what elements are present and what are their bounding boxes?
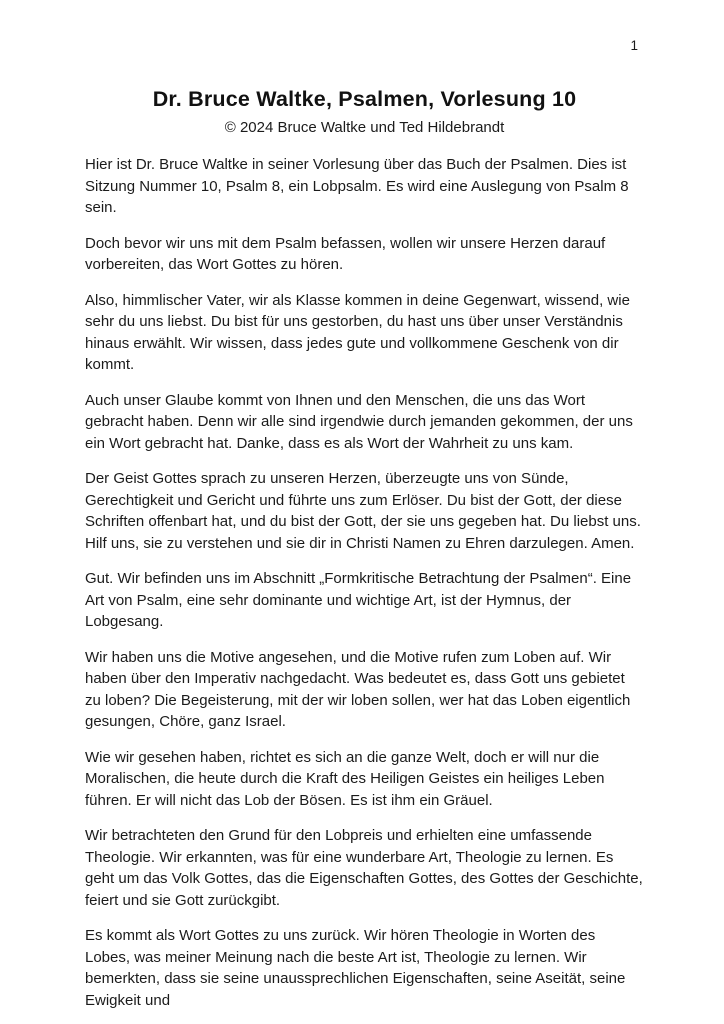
paragraph-prayer-1: Also, himmlischer Vater, wir als Klasse kommen in deine Gegenwart, wissend, wie sehr du uns liebst. Du bist für uns gestorben, du hast uns über unser Verständnis hinaus erwählt. Wir wissen, dass jedes gute und vollkommene Geschenk von dir kommt. [85,291,630,373]
paragraph-intro: Hier ist Dr. Bruce Waltke in seiner Vorlesung über das Buch der Psalmen. Dies ist Sitzung Nummer 10, Psalm 8, ein Lobpsalm. Es wird eine Auslegung von Psalm 8 sein. [85,156,629,216]
paragraph-motive: Wir haben uns die Motive angesehen, und die Motive rufen zum Loben auf. Wir haben über den Imperativ nachgedacht. Was bedeutet es, dass Gott uns gebietet zu loben? Die Begeisterung, mit der wir loben sollen, wer hat das Loben eigentlich gesungen, Chöre, ganz Israel. [85,648,631,730]
page-number: 1 [630,38,638,53]
copyright-line: © 2024 Bruce Waltke und Ted Hildebrandt [224,119,505,136]
document-body [85,154,644,1011]
paragraph-prayer-2: Auch unser Glaube kommt von Ihnen und den Menschen, die uns das Wort gebracht haben. Denn wir alle sind irgendwie durch jemanden gekommen, der uns ein Wort gebracht hat. Danke, dass es als Wort der Wahrheit zu uns kam. [85,391,633,452]
paragraph-section: Gut. Wir befinden uns im Abschnitt „Formkritische Betrachtung der Psalmen“. Eine Art von Psalm, eine sehr dominante und wichtige Art, ist der Hymnus, der Lobgesang. [85,570,632,630]
paragraph-lobpreis: Wir betrachteten den Grund für den Lobpreis und erhielten eine umfassende Theologie. Wir erkannten, was für eine wunderbare Art, Theologie zu lernen. Es geht um das Volk Gottes, das die Eigenschaften Gottes, des Gottes der Geschichte, feiert und sie Gott zurückgibt. [85,827,643,909]
document-title: Dr. Bruce Waltke, Psalmen, Vorlesung 10 [152,87,577,111]
paragraph-welt: Wie wir gesehen haben, richtet es sich an die ganze Welt, doch er will nur die Moralischen, die heute durch die Kraft des Heiligen Geistes ein heiliges Leben führen. Er will nicht das Lob der Bösen. Es ist ihm ein Gräuel. [85,748,605,809]
paragraph-prayer-3: Der Geist Gottes sprach zu unseren Herzen, überzeugte uns von Sünde, Gerechtigkeit und Gericht und führte uns zum Erlöser. Du bist der Gott, der diese Schriften offenbart hat, und du bist der Gott, der sie uns gegeben hat. Du liebst uns. Hilf uns, sie zu verstehen und sie dir in Christi Namen zu Ehren darzulegen. Amen. [85,470,641,552]
paragraph-theologie: Es kommt als Wort Gottes zu uns zurück. Wir hören Theologie in Worten des Lobes, was meiner Meinung nach die beste Art ist, Theologie zu lernen. Wir bemerkten, dass sie seine unaussprechlichen Eigenschaften, seine Aseität, seine Ewigkeit und [85,927,626,1009]
paragraph-preparation: Doch bevor wir uns mit dem Psalm befassen, wollen wir unsere Herzen darauf vorbereiten, das Wort Gottes zu hören. [85,234,606,273]
